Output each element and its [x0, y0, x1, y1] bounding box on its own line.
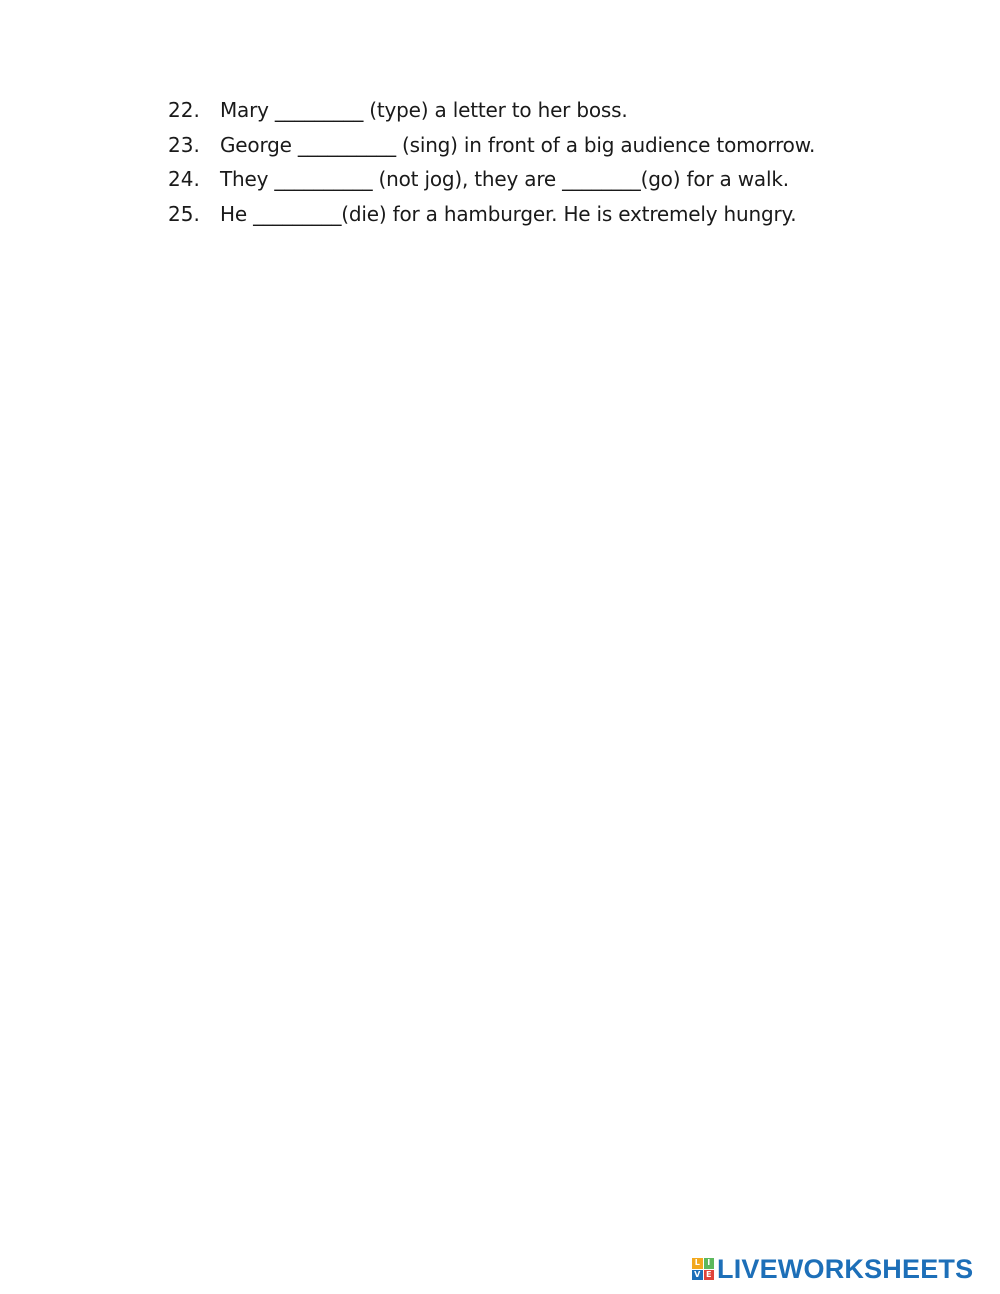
logo-text: LIVEWORKSHEETS — [717, 1254, 974, 1284]
exercise-number: 24. — [168, 167, 200, 192]
exercise-number: 23. — [168, 132, 200, 157]
exercise-item — [168, 131, 968, 166]
exercise-sentence: George __________ (sing) in front of a big audience tomorrow. — [220, 132, 816, 157]
exercise-list — [168, 96, 968, 235]
exercise-item — [168, 165, 968, 200]
exercise-item — [168, 96, 968, 131]
exercise-number: 25. — [168, 202, 200, 227]
logo-mark-icon — [692, 1258, 714, 1280]
exercise-sentence: They __________ (not jog), they are ________(go) for a walk. — [220, 167, 789, 192]
logo-mark-cell: L — [692, 1258, 703, 1269]
exercise-number: 22. — [168, 98, 200, 122]
liveworksheets-logo — [692, 1255, 973, 1283]
logo-mark-cell: E — [704, 1270, 715, 1281]
exercise-sentence: He _________(die) for a hamburger. He is extremely hungry. — [220, 202, 797, 227]
logo-mark-cell: I — [704, 1258, 715, 1269]
logo-mark-cell: V — [692, 1270, 703, 1281]
exercise-sentence: Mary _________ (type) a letter to her boss. — [220, 98, 628, 122]
exercise-item — [168, 200, 968, 235]
